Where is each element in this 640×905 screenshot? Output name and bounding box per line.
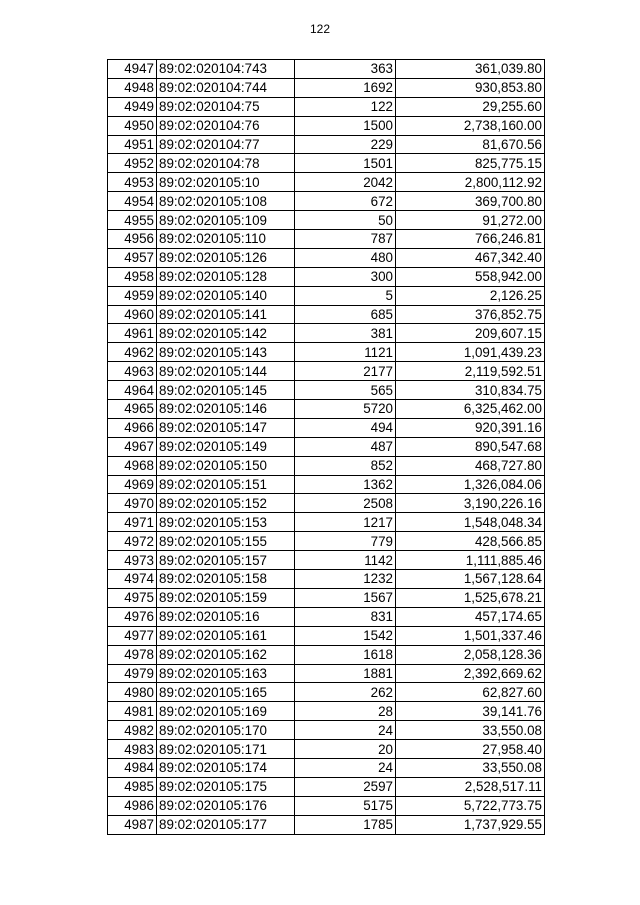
cadastral-value-cell: 29,255.60	[396, 97, 545, 116]
table-row	[108, 645, 545, 664]
table-row	[108, 532, 545, 551]
table-row	[108, 154, 545, 173]
cadastral-value-cell: 825,775.15	[396, 154, 545, 173]
table-row	[108, 267, 545, 286]
row-number-cell: 4981	[108, 702, 157, 721]
row-number-cell: 4984	[108, 758, 157, 777]
cadastral-number-cell: 89:02:020105:144	[157, 362, 295, 381]
table-row	[108, 456, 545, 475]
row-number-cell: 4959	[108, 286, 157, 305]
cadastral-value-cell: 428,566.85	[396, 532, 545, 551]
cadastral-value-cell: 558,942.00	[396, 267, 545, 286]
cadastral-value-cell: 766,246.81	[396, 230, 545, 249]
row-number-cell: 4953	[108, 173, 157, 192]
cadastral-number-cell: 89:02:020105:143	[157, 343, 295, 362]
table-row	[108, 248, 545, 267]
cadastral-number-cell: 89:02:020104:76	[157, 116, 295, 135]
cadastral-number-cell: 89:02:020105:146	[157, 400, 295, 419]
cadastral-value-cell: 91,272.00	[396, 211, 545, 230]
cadastral-number-cell: 89:02:020105:165	[157, 683, 295, 702]
area-cell: 1785	[295, 815, 396, 834]
area-cell: 363	[295, 60, 396, 79]
area-cell: 5720	[295, 400, 396, 419]
row-number-cell: 4983	[108, 740, 157, 759]
row-number-cell: 4949	[108, 97, 157, 116]
area-cell: 1567	[295, 588, 396, 607]
cadastral-value-cell: 3,190,226.16	[396, 494, 545, 513]
table-row	[108, 570, 545, 589]
cadastral-value-cell: 1,501,337.46	[396, 626, 545, 645]
row-number-cell: 4961	[108, 324, 157, 343]
table-row	[108, 400, 545, 419]
row-number-cell: 4980	[108, 683, 157, 702]
cadastral-number-cell: 89:02:020105:147	[157, 418, 295, 437]
cadastral-value-cell: 1,737,929.55	[396, 815, 545, 834]
cadastral-number-cell: 89:02:020105:176	[157, 796, 295, 815]
cadastral-number-cell: 89:02:020105:110	[157, 230, 295, 249]
row-number-cell: 4952	[108, 154, 157, 173]
cadastral-number-cell: 89:02:020104:77	[157, 135, 295, 154]
row-number-cell: 4977	[108, 626, 157, 645]
area-cell: 487	[295, 437, 396, 456]
area-cell: 672	[295, 192, 396, 211]
area-cell: 2042	[295, 173, 396, 192]
table-row	[108, 343, 545, 362]
cadastral-number-cell: 89:02:020105:163	[157, 664, 295, 683]
cadastral-number-cell: 89:02:020105:175	[157, 777, 295, 796]
cadastral-value-cell: 5,722,773.75	[396, 796, 545, 815]
cadastral-value-cell: 361,039.80	[396, 60, 545, 79]
area-cell: 5	[295, 286, 396, 305]
cadastral-value-cell: 1,111,885.46	[396, 551, 545, 570]
cadastral-number-cell: 89:02:020105:145	[157, 381, 295, 400]
cadastral-value-cell: 6,325,462.00	[396, 400, 545, 419]
cadastral-value-cell: 2,800,112.92	[396, 173, 545, 192]
area-cell: 1217	[295, 513, 396, 532]
row-number-cell: 4986	[108, 796, 157, 815]
cadastral-value-cell: 930,853.80	[396, 78, 545, 97]
table-body	[108, 60, 545, 835]
table-row	[108, 494, 545, 513]
row-number-cell: 4966	[108, 418, 157, 437]
table-row	[108, 475, 545, 494]
cadastral-number-cell: 89:02:020105:109	[157, 211, 295, 230]
row-number-cell: 4948	[108, 78, 157, 97]
table-row	[108, 777, 545, 796]
cadastral-value-cell: 2,119,592.51	[396, 362, 545, 381]
row-number-cell: 4960	[108, 305, 157, 324]
cadastral-number-cell: 89:02:020105:126	[157, 248, 295, 267]
cadastral-number-cell: 89:02:020105:142	[157, 324, 295, 343]
table-row	[108, 607, 545, 626]
row-number-cell: 4976	[108, 607, 157, 626]
area-cell: 831	[295, 607, 396, 626]
table-row	[108, 230, 545, 249]
area-cell: 1618	[295, 645, 396, 664]
table-row	[108, 97, 545, 116]
row-number-cell: 4957	[108, 248, 157, 267]
cadastral-number-cell: 89:02:020105:169	[157, 702, 295, 721]
cadastral-value-cell: 33,550.08	[396, 758, 545, 777]
table-row	[108, 664, 545, 683]
cadastral-number-cell: 89:02:020105:150	[157, 456, 295, 475]
cadastral-number-cell: 89:02:020105:152	[157, 494, 295, 513]
row-number-cell: 4964	[108, 381, 157, 400]
cadastral-value-cell: 1,567,128.64	[396, 570, 545, 589]
table-row	[108, 173, 545, 192]
row-number-cell: 4956	[108, 230, 157, 249]
row-number-cell: 4947	[108, 60, 157, 79]
area-cell: 229	[295, 135, 396, 154]
cadastral-number-cell: 89:02:020105:171	[157, 740, 295, 759]
area-cell: 1881	[295, 664, 396, 683]
table-row	[108, 60, 545, 79]
cadastral-number-cell: 89:02:020105:155	[157, 532, 295, 551]
row-number-cell: 4955	[108, 211, 157, 230]
area-cell: 20	[295, 740, 396, 759]
row-number-cell: 4969	[108, 475, 157, 494]
cadastral-value-cell: 81,670.56	[396, 135, 545, 154]
area-cell: 50	[295, 211, 396, 230]
cadastral-number-cell: 89:02:020105:159	[157, 588, 295, 607]
area-cell: 28	[295, 702, 396, 721]
area-cell: 1232	[295, 570, 396, 589]
cadastral-number-cell: 89:02:020105:177	[157, 815, 295, 834]
table-row	[108, 815, 545, 834]
table-row	[108, 116, 545, 135]
area-cell: 2177	[295, 362, 396, 381]
table-row	[108, 796, 545, 815]
table-row	[108, 286, 545, 305]
area-cell: 480	[295, 248, 396, 267]
cadastral-number-cell: 89:02:020104:78	[157, 154, 295, 173]
table-row	[108, 211, 545, 230]
row-number-cell: 4965	[108, 400, 157, 419]
row-number-cell: 4985	[108, 777, 157, 796]
cadastral-value-cell: 2,126.25	[396, 286, 545, 305]
row-number-cell: 4967	[108, 437, 157, 456]
cadastral-number-cell: 89:02:020104:744	[157, 78, 295, 97]
cadastral-number-cell: 89:02:020105:151	[157, 475, 295, 494]
table-row	[108, 437, 545, 456]
cadastral-number-cell: 89:02:020105:141	[157, 305, 295, 324]
table-row	[108, 626, 545, 645]
area-cell: 1692	[295, 78, 396, 97]
area-cell: 24	[295, 758, 396, 777]
area-cell: 1362	[295, 475, 396, 494]
row-number-cell: 4974	[108, 570, 157, 589]
cadastral-number-cell: 89:02:020105:128	[157, 267, 295, 286]
cadastral-number-cell: 89:02:020105:108	[157, 192, 295, 211]
cadastral-value-cell: 2,528,517.11	[396, 777, 545, 796]
cadastral-value-cell: 2,058,128.36	[396, 645, 545, 664]
area-cell: 494	[295, 418, 396, 437]
cadastral-number-cell: 89:02:020104:75	[157, 97, 295, 116]
area-cell: 1500	[295, 116, 396, 135]
area-cell: 381	[295, 324, 396, 343]
row-number-cell: 4972	[108, 532, 157, 551]
row-number-cell: 4950	[108, 116, 157, 135]
cadastral-value-cell: 2,738,160.00	[396, 116, 545, 135]
row-number-cell: 4975	[108, 588, 157, 607]
cadastral-value-cell: 33,550.08	[396, 721, 545, 740]
cadastral-number-cell: 89:02:020105:170	[157, 721, 295, 740]
cadastral-value-cell: 457,174.65	[396, 607, 545, 626]
row-number-cell: 4968	[108, 456, 157, 475]
row-number-cell: 4987	[108, 815, 157, 834]
area-cell: 565	[295, 381, 396, 400]
cadastral-number-cell: 89:02:020105:157	[157, 551, 295, 570]
table-row	[108, 418, 545, 437]
cadastral-value-cell: 890,547.68	[396, 437, 545, 456]
area-cell: 5175	[295, 796, 396, 815]
cadastral-value-cell: 1,548,048.34	[396, 513, 545, 532]
area-cell: 852	[295, 456, 396, 475]
cadastral-value-cell: 2,392,669.62	[396, 664, 545, 683]
cadastral-number-cell: 89:02:020105:162	[157, 645, 295, 664]
cadastral-value-cell: 310,834.75	[396, 381, 545, 400]
row-number-cell: 4954	[108, 192, 157, 211]
table-row	[108, 702, 545, 721]
page-number: 122	[309, 22, 331, 36]
row-number-cell: 4963	[108, 362, 157, 381]
table-row	[108, 135, 545, 154]
cadastral-value-cell: 376,852.75	[396, 305, 545, 324]
cadastral-number-cell: 89:02:020105:158	[157, 570, 295, 589]
row-number-cell: 4958	[108, 267, 157, 286]
area-cell: 787	[295, 230, 396, 249]
cadastral-value-cell: 1,326,084.06	[396, 475, 545, 494]
cadastral-value-cell: 468,727.80	[396, 456, 545, 475]
row-number-cell: 4979	[108, 664, 157, 683]
table-row	[108, 305, 545, 324]
table-row	[108, 192, 545, 211]
cadastral-number-cell: 89:02:020105:140	[157, 286, 295, 305]
area-cell: 24	[295, 721, 396, 740]
table-row	[108, 758, 545, 777]
area-cell: 1501	[295, 154, 396, 173]
row-number-cell: 4973	[108, 551, 157, 570]
area-cell: 122	[295, 97, 396, 116]
cadastral-number-cell: 89:02:020105:153	[157, 513, 295, 532]
cadastral-number-cell: 89:02:020105:10	[157, 173, 295, 192]
cadastral-number-cell: 89:02:020105:16	[157, 607, 295, 626]
cadastral-value-cell: 369,700.80	[396, 192, 545, 211]
cadastral-number-cell: 89:02:020105:174	[157, 758, 295, 777]
cadastral-value-cell: 920,391.16	[396, 418, 545, 437]
row-number-cell: 4962	[108, 343, 157, 362]
table-row	[108, 381, 545, 400]
table-row	[108, 78, 545, 97]
cadastral-number-cell: 89:02:020104:743	[157, 60, 295, 79]
cadastral-number-cell: 89:02:020105:161	[157, 626, 295, 645]
area-cell: 2508	[295, 494, 396, 513]
cadastral-value-cell: 209,607.15	[396, 324, 545, 343]
row-number-cell: 4951	[108, 135, 157, 154]
area-cell: 685	[295, 305, 396, 324]
area-cell: 1121	[295, 343, 396, 362]
cadastral-value-cell: 62,827.60	[396, 683, 545, 702]
cadastral-value-cell: 467,342.40	[396, 248, 545, 267]
table-row	[108, 362, 545, 381]
table-row	[108, 721, 545, 740]
area-cell: 2597	[295, 777, 396, 796]
area-cell: 1142	[295, 551, 396, 570]
area-cell: 262	[295, 683, 396, 702]
row-number-cell: 4978	[108, 645, 157, 664]
table-row	[108, 324, 545, 343]
table-row	[108, 588, 545, 607]
table-row	[108, 683, 545, 702]
cadastral-value-cell: 1,525,678.21	[396, 588, 545, 607]
area-cell: 300	[295, 267, 396, 286]
row-number-cell: 4971	[108, 513, 157, 532]
area-cell: 1542	[295, 626, 396, 645]
row-number-cell: 4970	[108, 494, 157, 513]
table-row	[108, 551, 545, 570]
cadastral-number-cell: 89:02:020105:149	[157, 437, 295, 456]
area-cell: 779	[295, 532, 396, 551]
cadastral-value-table	[107, 59, 545, 835]
cadastral-value-cell: 39,141.76	[396, 702, 545, 721]
table-row	[108, 740, 545, 759]
table-row	[108, 513, 545, 532]
cadastral-value-cell: 1,091,439.23	[396, 343, 545, 362]
row-number-cell: 4982	[108, 721, 157, 740]
cadastral-value-cell: 27,958.40	[396, 740, 545, 759]
